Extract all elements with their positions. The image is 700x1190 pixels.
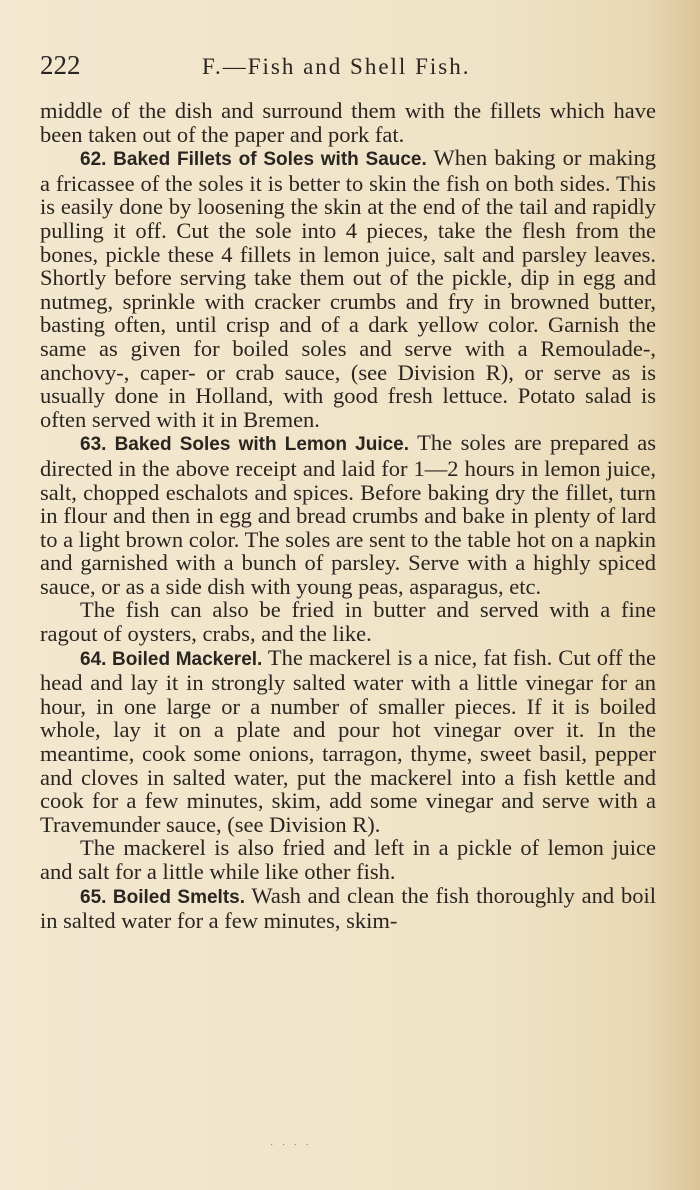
recipe-title: 63. Baked Soles with Lemon Juice. (80, 434, 410, 456)
recipe-text: Wash and clean the fish thoroughly and boil in salted water for a few minutes, skim- (40, 882, 656, 934)
recipe-62 (40, 146, 656, 431)
recipe-title: 64. Boiled Mackerel. (80, 648, 263, 670)
recipe-text: The soles are prepared as directed in the above receipt and laid for 1—2 hours in lemon juice, salt, chopped eschalots and spices. Before baking dry the fillet, turn in flour and then in egg and bread crumbs and bake in plenty of lard to a light brown color. The soles are sent to the table hot on a napkin and garnished with a bunch of parsley. Serve with a highly spiced sauce, or as a side dish with young peas, asparagus, etc. (40, 430, 656, 599)
page-number: 222 (40, 50, 81, 80)
recipe-title: 65. Boiled Smelts. (80, 886, 245, 908)
recipe-65 (40, 884, 656, 933)
recipe-note: The mackerel is also fried and left in a pickle of lemon juice and salt for a little while like other fish. (40, 835, 656, 884)
running-title: F.—Fish and Shell Fish. (202, 54, 471, 79)
recipe-title: 62. Baked Fillets of Soles with Sauce. (80, 149, 427, 171)
recipe-text: The mackerel is a nice, fat fish. Cut off the head and lay it in strongly salted water with a little vinegar for an hour, in one large or a number of smaller pieces. If it is boiled whole, lay it on a plate and pour hot vinegar over it. In the meantime, cook some onions, tarragon, thyme, sweet basil, pepper and cloves in salted water, put the mackerel into a fish kettle and cook for a few minutes, skim, add some vinegar and serve with a Travemunder sauce, (see Division R). (40, 644, 656, 837)
recipe-63 (40, 431, 656, 598)
recipe-text: When baking or making a fricassee of the soles it is better to skin the fish on both sides. This is easily done by loosening the skin at the end of the tail and rapidly pulling it off. Cut the sole into 4 pieces, take the flesh from the bones, pickle these 4 fillets in lemon juice, salt and parsley leaves. Shortly before serving take them out of the pickle, dip in egg and nutmeg, sprinkle with cracker crumbs and fry in browned butter, basting often, until crisp and of a dark yellow color. Garnish the same as given for boiled soles and serve with a Remoulade-, anchovy-, caper- or crab sauce, (see Division R), or serve as is usually done in Holland, with good fresh lettuce. Potato salad is often served with it in Bremen. (40, 145, 656, 432)
recipe-note: The fish can also be fried in butter and served with a fine ragout of oysters, crabs, and the like. (40, 597, 656, 647)
page-header (40, 50, 656, 81)
page-body (40, 99, 656, 933)
footer-ornament: · · · · (270, 1140, 312, 1151)
recipe-64 (40, 646, 656, 837)
continued-paragraph: middle of the dish and surround them with the fillets which have been taken out of the paper and pork fat. (40, 98, 656, 147)
